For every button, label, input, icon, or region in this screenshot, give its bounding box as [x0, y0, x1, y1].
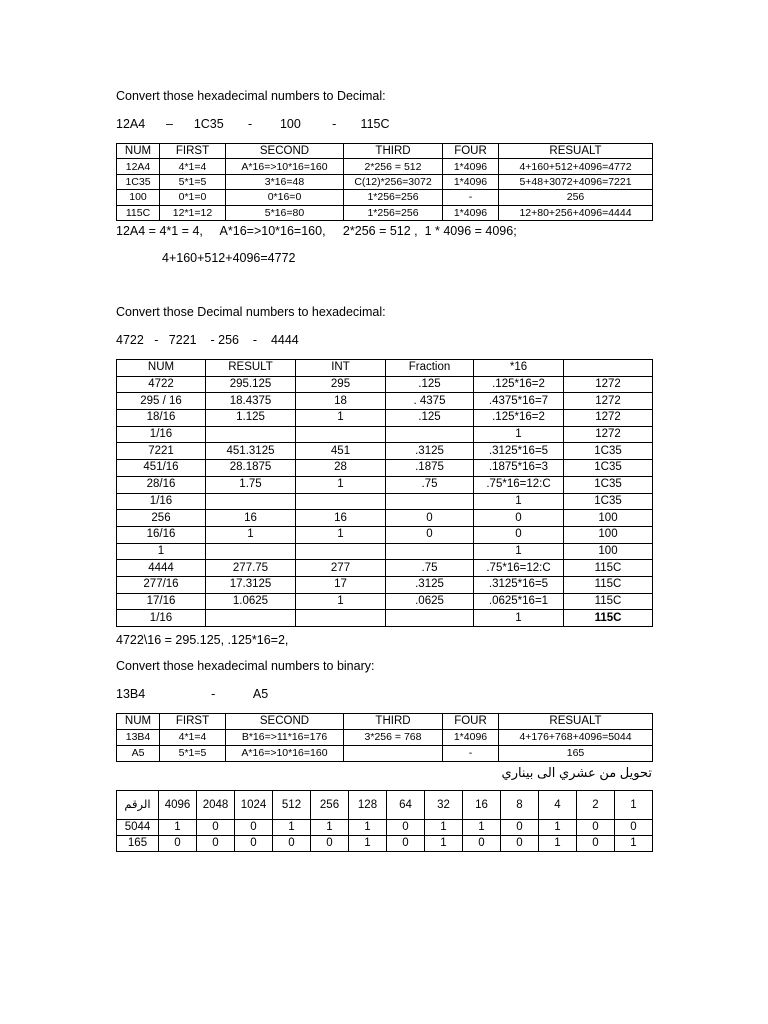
column-header: NUM: [117, 144, 160, 159]
table-cell: 0: [577, 820, 615, 836]
table-cell: 1/16: [117, 426, 206, 443]
table-cell: 0: [386, 526, 474, 543]
table-cell: .0625: [386, 593, 474, 610]
table-cell: 16/16: [117, 526, 206, 543]
table-cell: 1*4096: [443, 730, 499, 746]
table-cell: C(12)*256=3072: [344, 174, 443, 189]
table-cell: 1: [539, 820, 577, 836]
table-cell: .1875: [386, 460, 474, 477]
table-cell: 1272: [564, 376, 653, 393]
section3-heading: Convert those hexadecimal numbers to binary:: [116, 659, 375, 673]
table-cell: 1.75: [206, 476, 296, 493]
column-header: 4096: [159, 791, 197, 820]
table-cell: 1*4096: [443, 159, 499, 174]
table-cell: 1C35: [564, 476, 653, 493]
column-header: NUM: [117, 714, 160, 730]
column-header: Fraction: [386, 360, 474, 377]
column-header: 2: [577, 791, 615, 820]
table-cell: B*16=>11*16=176: [226, 730, 344, 746]
table-cell: 0: [197, 836, 235, 852]
table-cell: 1: [159, 820, 197, 836]
table-cell: 256: [499, 190, 653, 205]
table-cell: 295 / 16: [117, 393, 206, 410]
table-cell: .4375*16=7: [474, 393, 564, 410]
table-cell: 0: [197, 820, 235, 836]
table-cell: 0: [273, 836, 311, 852]
section2-heading: Convert those Decimal numbers to hexadecimal:: [116, 305, 386, 319]
table-row: [117, 543, 653, 560]
table-cell: 1272: [564, 410, 653, 427]
table-cell: 0*16=0: [226, 190, 344, 205]
table-row: [117, 476, 653, 493]
table-row: [117, 410, 653, 427]
table-cell: 5+48+3072+4096=7221: [499, 174, 653, 189]
column-header: THIRD: [344, 144, 443, 159]
table-header-row: [117, 714, 653, 730]
table-cell: 295.125: [206, 376, 296, 393]
table-cell: -: [443, 746, 499, 762]
table-row: [117, 610, 653, 627]
table-cell: .3125: [386, 576, 474, 593]
table-cell: 5*1=5: [160, 746, 226, 762]
table-cell: 0: [474, 526, 564, 543]
table-cell: 1*4096: [443, 205, 499, 220]
table-cell: 100: [564, 510, 653, 527]
table-cell: A*16=>10*16=160: [226, 159, 344, 174]
table-row: [117, 730, 653, 746]
table-cell: 1/16: [117, 493, 206, 510]
table-cell: 1272: [564, 393, 653, 410]
table-cell: 28: [296, 460, 386, 477]
table-row: [117, 836, 653, 852]
table-cell: [296, 493, 386, 510]
column-header: SECOND: [226, 144, 344, 159]
table-cell: 0: [615, 820, 653, 836]
table-cell: 115C: [564, 560, 653, 577]
table-cell: 1: [311, 820, 349, 836]
table-cell: 0: [386, 510, 474, 527]
table-cell: 1: [117, 543, 206, 560]
table-cell: 1*256=256: [344, 205, 443, 220]
section3-numbers: 13B4 - A5: [116, 687, 269, 701]
table-cell: 28/16: [117, 476, 206, 493]
table-cell: 2*256 = 512: [344, 159, 443, 174]
table-cell: 100: [564, 526, 653, 543]
column-header: FIRST: [160, 714, 226, 730]
table-cell: 1: [474, 610, 564, 627]
table-row: [117, 493, 653, 510]
table-cell: 0: [577, 836, 615, 852]
table-cell: 165: [499, 746, 653, 762]
section1-heading: Convert those hexadecimal numbers to Decimal:: [116, 89, 386, 103]
table-cell: .125: [386, 376, 474, 393]
hex-to-decimal-table: [116, 143, 653, 221]
table-cell: 0: [311, 836, 349, 852]
table-cell: A5: [117, 746, 160, 762]
table-cell: 5*16=80: [226, 205, 344, 220]
table-cell: 28.1875: [206, 460, 296, 477]
table-header-row: [117, 144, 653, 159]
table-row: [117, 526, 653, 543]
hex-to-binary-table: [116, 713, 653, 762]
column-header: RESUALT: [499, 714, 653, 730]
table-cell: 277: [296, 560, 386, 577]
table-cell: [206, 543, 296, 560]
table-cell: 16: [296, 510, 386, 527]
table-row: [117, 593, 653, 610]
table-cell: 451.3125: [206, 443, 296, 460]
table-row: [117, 190, 653, 205]
table-cell: .1875*16=3: [474, 460, 564, 477]
table-cell: 1: [296, 410, 386, 427]
table-cell: 277.75: [206, 560, 296, 577]
table-cell: 256: [117, 510, 206, 527]
table-cell: 16: [206, 510, 296, 527]
table-cell: 1: [615, 836, 653, 852]
table-cell: 18: [296, 393, 386, 410]
table-cell: 451: [296, 443, 386, 460]
table-cell: .3125: [386, 443, 474, 460]
table-cell: 1/16: [117, 610, 206, 627]
table-cell: 1: [349, 820, 387, 836]
table-cell: 1*256=256: [344, 190, 443, 205]
table-cell: 0: [387, 836, 425, 852]
table-cell: 12A4: [117, 159, 160, 174]
table-cell: 1: [349, 836, 387, 852]
table-cell: [386, 543, 474, 560]
table-cell: .75: [386, 476, 474, 493]
table-cell: 451/16: [117, 460, 206, 477]
table-cell: 0: [463, 836, 501, 852]
table-cell: [296, 426, 386, 443]
column-header: NUM: [117, 360, 206, 377]
table-cell: 5*1=5: [160, 174, 226, 189]
column-header: SECOND: [226, 714, 344, 730]
table-cell: 0: [235, 836, 273, 852]
table-cell: [386, 426, 474, 443]
column-header: 64: [387, 791, 425, 820]
column-header: 128: [349, 791, 387, 820]
column-header: الرقم: [117, 791, 159, 820]
table-cell: 4*1=4: [160, 159, 226, 174]
table-cell: 12*1=12: [160, 205, 226, 220]
column-header: INT: [296, 360, 386, 377]
table-row: [117, 159, 653, 174]
table-cell: .3125*16=5: [474, 443, 564, 460]
column-header: FOUR: [443, 714, 499, 730]
table-cell: 0: [474, 510, 564, 527]
binary-table: [116, 790, 653, 852]
table-cell: 17: [296, 576, 386, 593]
table-cell: .75*16=12:C: [474, 560, 564, 577]
table-row: [117, 174, 653, 189]
table-cell: 0: [387, 820, 425, 836]
table-cell: 1: [273, 820, 311, 836]
table-cell: 1272: [564, 426, 653, 443]
table-cell: 115C: [564, 576, 653, 593]
column-header: RESULT: [206, 360, 296, 377]
table-cell: 115C: [117, 205, 160, 220]
column-header: FOUR: [443, 144, 499, 159]
table-row: [117, 376, 653, 393]
table-cell: 4722: [117, 376, 206, 393]
table-cell: [296, 610, 386, 627]
column-header: 512: [273, 791, 311, 820]
table-cell: 115C: [564, 593, 653, 610]
arabic-heading: تحويل من عشري الى بيناري: [501, 765, 652, 780]
table-cell: 4*1=4: [160, 730, 226, 746]
column-header: FIRST: [160, 144, 226, 159]
table-cell: [386, 493, 474, 510]
table-cell: [206, 426, 296, 443]
table-row: [117, 460, 653, 477]
table-cell: 100: [564, 543, 653, 560]
table-header-row: [117, 791, 653, 820]
table-cell: 12+80+256+4096=4444: [499, 205, 653, 220]
table-cell: .3125*16=5: [474, 576, 564, 593]
table-cell: 0: [159, 836, 197, 852]
table-cell: 17/16: [117, 593, 206, 610]
table-cell: 165: [117, 836, 159, 852]
section1-note-1: 12A4 = 4*1 = 4, A*16=>10*16=160, 2*256 = 512 , 1 * 4096 = 4096;: [116, 224, 517, 238]
table-cell: 100: [117, 190, 160, 205]
section1-note-2: 4+160+512+4096=4772: [162, 251, 296, 265]
table-cell: .75: [386, 560, 474, 577]
table-row: [117, 205, 653, 220]
table-cell: 1*4096: [443, 174, 499, 189]
table-header-row: [117, 360, 653, 377]
column-header: 2048: [197, 791, 235, 820]
table-cell: 115C: [564, 610, 653, 627]
table-cell: 3*16=48: [226, 174, 344, 189]
table-cell: [344, 746, 443, 762]
table-cell: 1: [474, 493, 564, 510]
table-row: [117, 426, 653, 443]
table-cell: .125*16=2: [474, 376, 564, 393]
table-cell: .125: [386, 410, 474, 427]
table-cell: 7221: [117, 443, 206, 460]
table-cell: .0625*16=1: [474, 593, 564, 610]
table-cell: 5044: [117, 820, 159, 836]
table-cell: 1: [425, 820, 463, 836]
column-header: 4: [539, 791, 577, 820]
table-cell: 1: [206, 526, 296, 543]
table-cell: 1: [425, 836, 463, 852]
table-cell: 13B4: [117, 730, 160, 746]
column-header: *16: [474, 360, 564, 377]
column-header: RESUALT: [499, 144, 653, 159]
column-header: 8: [501, 791, 539, 820]
column-header: 256: [311, 791, 349, 820]
table-row: [117, 443, 653, 460]
table-row: [117, 560, 653, 577]
table-row: [117, 576, 653, 593]
table-cell: 18/16: [117, 410, 206, 427]
table-cell: 1.125: [206, 410, 296, 427]
table-cell: 1C35: [564, 460, 653, 477]
table-cell: 1: [463, 820, 501, 836]
table-cell: A*16=>10*16=160: [226, 746, 344, 762]
table-cell: 0: [501, 820, 539, 836]
table-cell: 1: [539, 836, 577, 852]
section2-note: 4722\16 = 295.125, .125*16=2,: [116, 633, 289, 647]
table-cell: 4+176+768+4096=5044: [499, 730, 653, 746]
table-cell: 295: [296, 376, 386, 393]
table-cell: [206, 610, 296, 627]
table-cell: 1C35: [117, 174, 160, 189]
table-cell: .75*16=12:C: [474, 476, 564, 493]
table-cell: 1: [474, 543, 564, 560]
table-cell: 0*1=0: [160, 190, 226, 205]
column-header: 32: [425, 791, 463, 820]
table-cell: 0: [235, 820, 273, 836]
table-row: [117, 393, 653, 410]
section1-numbers: 12A4 – 1C35 - 100 - 115C: [116, 117, 390, 131]
table-cell: -: [443, 190, 499, 205]
table-row: [117, 820, 653, 836]
table-cell: 17.3125: [206, 576, 296, 593]
table-cell: 277/16: [117, 576, 206, 593]
table-cell: 1: [474, 426, 564, 443]
table-cell: 0: [501, 836, 539, 852]
table-cell: 4+160+512+4096=4772: [499, 159, 653, 174]
table-cell: 1.0625: [206, 593, 296, 610]
table-cell: 1C35: [564, 493, 653, 510]
table-cell: 1: [296, 476, 386, 493]
table-cell: 4444: [117, 560, 206, 577]
table-cell: [206, 493, 296, 510]
table-cell: [296, 543, 386, 560]
column-header: [564, 360, 653, 377]
column-header: 1024: [235, 791, 273, 820]
column-header: 16: [463, 791, 501, 820]
table-row: [117, 510, 653, 527]
table-cell: .125*16=2: [474, 410, 564, 427]
table-cell: 3*256 = 768: [344, 730, 443, 746]
table-cell: [386, 610, 474, 627]
table-cell: . 4375: [386, 393, 474, 410]
table-cell: 1C35: [564, 443, 653, 460]
table-cell: 18.4375: [206, 393, 296, 410]
decimal-to-hex-table: [116, 359, 653, 627]
section2-numbers: 4722 - 7221 - 256 - 4444: [116, 333, 299, 347]
column-header: 1: [615, 791, 653, 820]
column-header: THIRD: [344, 714, 443, 730]
table-cell: 1: [296, 526, 386, 543]
table-cell: 1: [296, 593, 386, 610]
table-row: [117, 746, 653, 762]
